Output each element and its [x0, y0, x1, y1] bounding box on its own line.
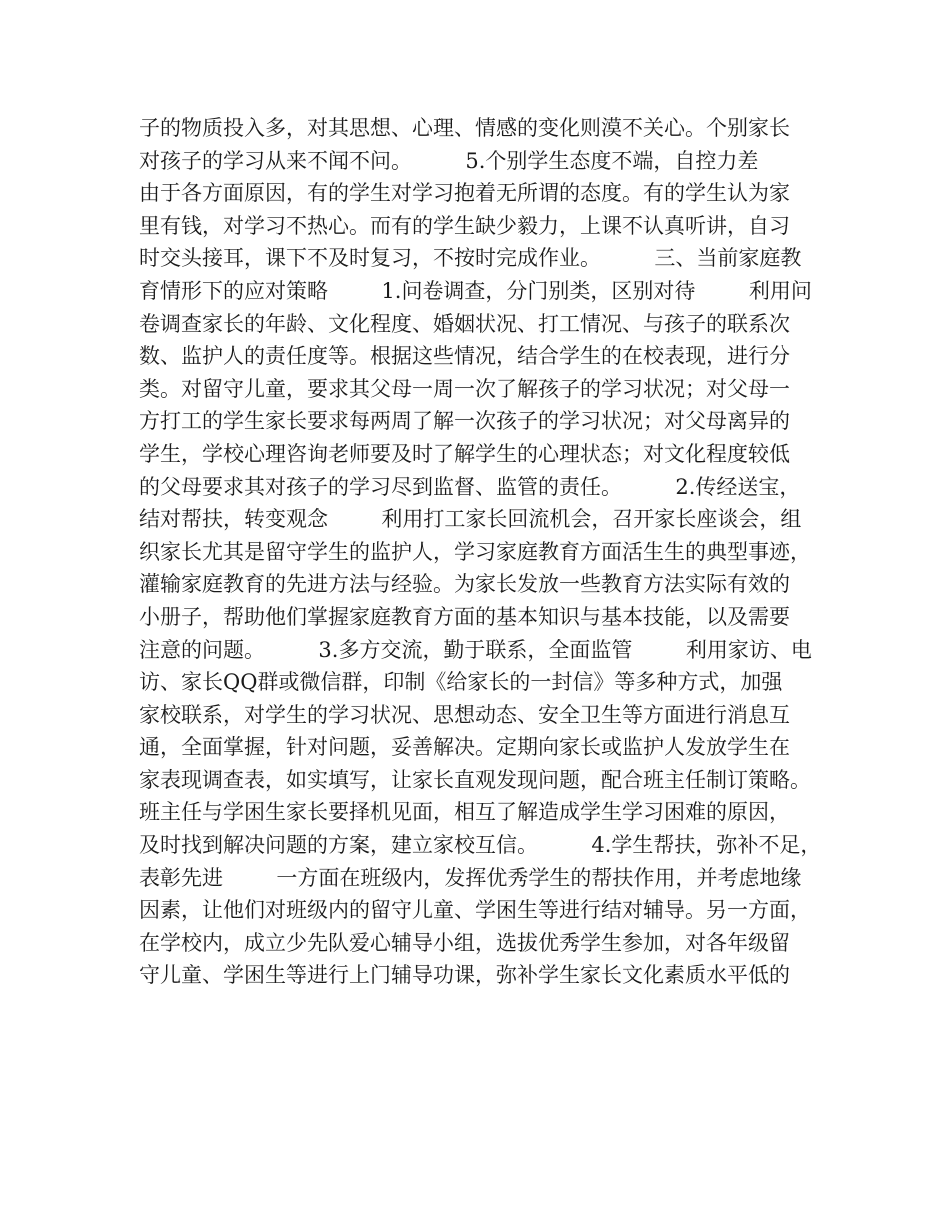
text-line: 注意的问题。 3.多方交流，勤于联系，全面监管 利用家访、电	[139, 637, 812, 662]
text-line: 方打工的学生家长要求每两周了解一次孩子的学习状况；对父母离异的	[139, 409, 790, 434]
text-line: 访、家长QQ群或微信群，印制《给家长的一封信》等多种方式，加强	[139, 670, 783, 695]
text-line: 通，全面掌握，针对问题，妥善解决。定期向家长或监护人发放学生在	[139, 735, 790, 760]
text-line: 卷调查家长的年龄、文化程度、婚姻状况、打工情况、与孩子的联系次	[139, 311, 790, 336]
body-text	[139, 112, 829, 992]
text-line: 学生，学校心理咨询老师要及时了解学生的心理状态；对文化程度较低	[139, 441, 790, 466]
text-line: 子的物质投入多，对其思想、心理、情感的变化则漠不关心。个别家长	[139, 116, 790, 140]
text-line: 班主任与学困生家长要择机见面，相互了解造成学生学习困难的原因，	[139, 800, 790, 825]
text-line: 类。对留守儿童，要求其父母一周一次了解孩子的学习状况；对父母一	[139, 376, 790, 401]
text-line: 由于各方面原因，有的学生对学习抱着无所谓的态度。有的学生认为家	[139, 181, 790, 206]
text-line: 家表现调查表，如实填写，让家长直观发现问题，配合班主任制订策略。	[139, 767, 811, 792]
text-line: 表彰先进 一方面在班级内，发挥优秀学生的帮扶作用，并考虑地缘	[139, 865, 802, 890]
text-line: 结对帮扶，转变观念 利用打工家长回流机会，召开家长座谈会，组	[139, 507, 802, 532]
text-line: 家校联系，对学生的学习状况、思想动态、安全卫生等方面进行消息互	[139, 702, 790, 727]
text-line: 育情形下的应对策略 1.问卷调查，分门别类，区别对待 利用问	[139, 278, 812, 303]
text-line: 小册子，帮助他们掌握家庭教育方面的基本知识与基本技能，以及需要	[139, 604, 790, 629]
text-line: 时交头接耳，课下不及时复习，不按时完成作业。 三、当前家庭教	[139, 246, 802, 271]
text-line: 里有钱，对学习不热心。而有的学生缺少毅力，上课不认真听讲，自习	[139, 213, 790, 238]
text-line: 对孩子的学习从来不闻不问。 5.个别学生态度不端，自控力差	[139, 148, 759, 173]
text-line: 在学校内，成立少先队爱心辅导小组，选拔优秀学生参加，对各年级留	[139, 930, 790, 955]
text-line: 及时找到解决问题的方案，建立家校互信。 4.学生帮扶，弥补不足，	[139, 833, 822, 858]
text-line: 守儿童、学困生等进行上门辅导功课，弥补学生家长文化素质水平低的	[139, 963, 790, 988]
text-line: 因素，让他们对班级内的留守儿童、学困生等进行结对辅导。另一方面，	[139, 898, 811, 923]
text-line: 织家长尤其是留守学生的监护人，学习家庭教育方面活生生的典型事迹，	[139, 539, 811, 564]
text-line: 数、监护人的责任度等。根据这些情况，结合学生的在校表现，进行分	[139, 344, 790, 369]
text-line: 的父母要求其对孩子的学习尽到监督、监管的责任。 2.传经送宝，	[139, 474, 801, 499]
text-line: 灌输家庭教育的先进方法与经验。为家长发放一些教育方法实际有效的	[139, 572, 790, 597]
